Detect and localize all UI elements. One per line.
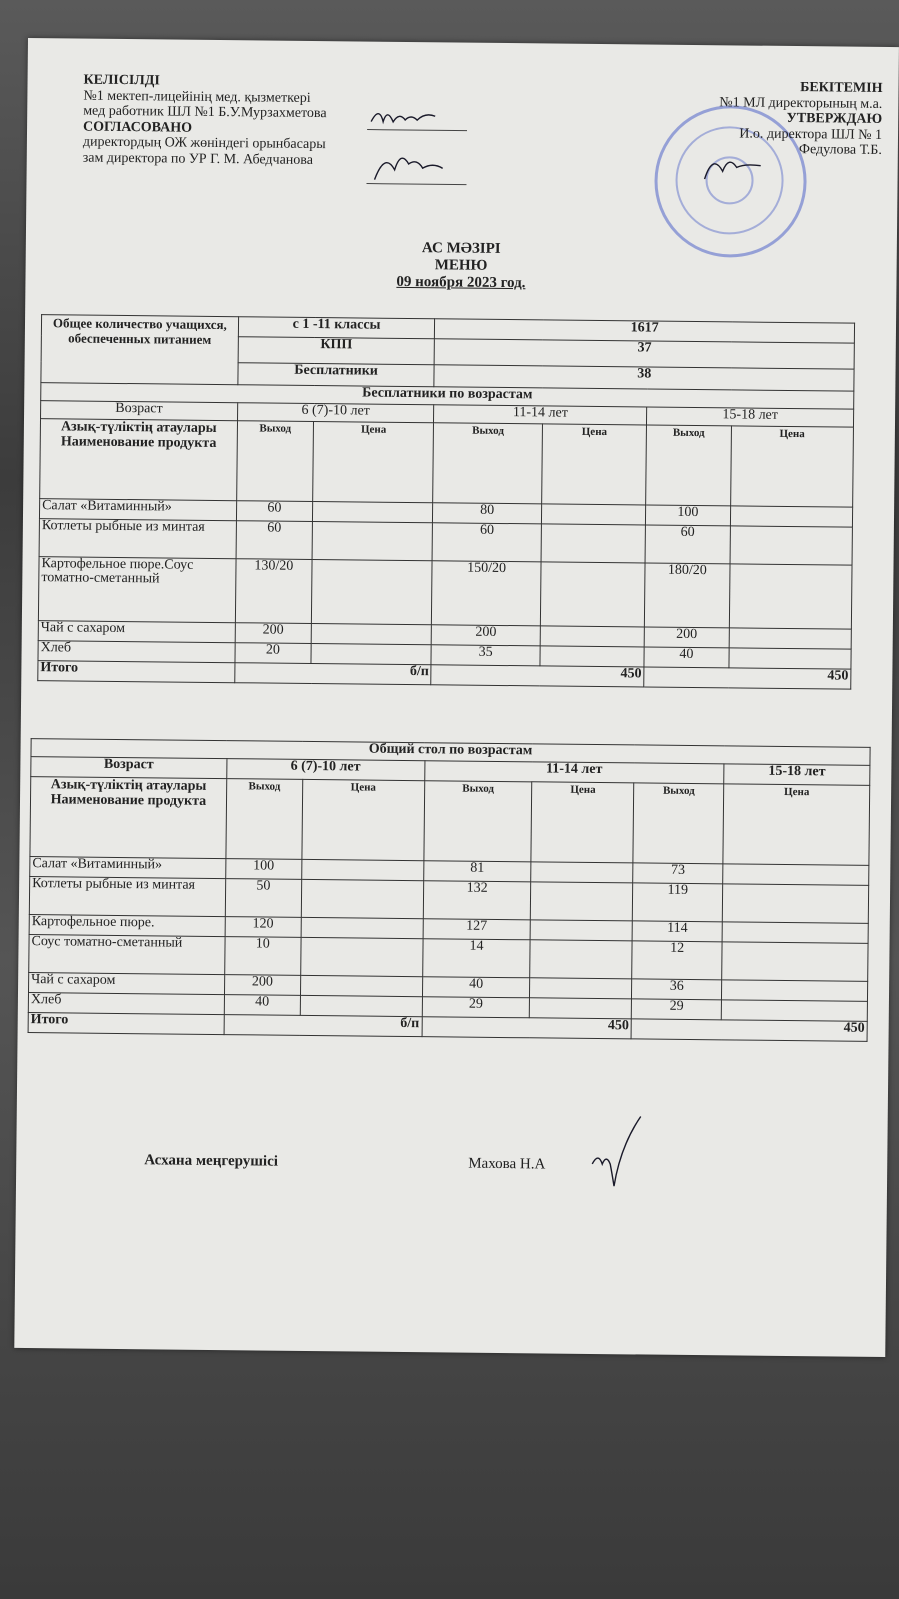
approval-left-line2: мед работник ШЛ №1 Б.У.Мурзахметова	[83, 103, 327, 122]
col-price: Цена	[723, 784, 870, 866]
approved-ru-left: СОГЛАСОВАНО	[82, 119, 193, 136]
product-name: Хлеб	[28, 993, 224, 1015]
footer-name: Махова Н.А	[468, 1155, 546, 1173]
total-value: б/п	[224, 1015, 422, 1037]
total-value: 450	[644, 667, 851, 689]
output-value: 35	[431, 645, 540, 666]
approval-right-line2: И.о. директора ШЛ № 1	[739, 125, 883, 143]
table-caption: Общий стол по возрастам	[31, 739, 870, 766]
product-header: Азық-түліктің атаулары Наименование продукта	[40, 419, 238, 501]
signature-director	[698, 149, 768, 190]
output-value: 10	[225, 937, 301, 976]
signature-head	[586, 1114, 647, 1195]
output-value: 200	[235, 623, 311, 644]
output-value: 180/20	[645, 563, 730, 628]
table-caption: Бесплатники по возрастам	[41, 383, 854, 410]
approval-left	[83, 73, 327, 169]
col-output: Выход	[646, 425, 731, 506]
approval-left-line1: №1 мектеп-лицейінің мед. қызметкері	[83, 88, 311, 106]
approval-right	[719, 79, 883, 158]
product-name: Чай с сахаром	[38, 621, 235, 643]
approved-kz-left: КЕЛІСІЛДІ	[83, 72, 160, 89]
output-value: 20	[235, 643, 311, 664]
product-name: Картофельное пюре.	[29, 915, 225, 937]
col-output: Выход	[433, 423, 542, 504]
total-label: Итого	[28, 1013, 224, 1035]
summary-row-value: 37	[435, 339, 855, 369]
general-table	[28, 738, 871, 1042]
approved-kz-right: БЕКІТЕМІН	[800, 80, 883, 96]
menu-date: 09 ноября 2023 год.	[396, 273, 526, 292]
output-value: 150/20	[432, 561, 541, 626]
signature-deputy	[366, 150, 466, 191]
col-output: Выход	[423, 781, 532, 862]
approval-right-line1: №1 МЛ директорының м.а.	[719, 94, 883, 112]
output-value: 40	[644, 647, 729, 668]
output-value: 50	[225, 879, 301, 918]
output-value: 132	[423, 881, 531, 920]
output-value: 60	[432, 523, 541, 562]
output-value: 200	[644, 627, 729, 648]
table-row	[38, 557, 852, 630]
summary-row-name: Бесплатники	[238, 363, 435, 387]
output-value: 14	[422, 939, 530, 978]
total-value: б/п	[234, 663, 431, 685]
age-group: 6 (7)-10 лет	[237, 403, 434, 423]
total-value: 450	[431, 665, 644, 687]
menu-title	[25, 236, 896, 296]
col-output: Выход	[236, 421, 313, 502]
total-label: Итого	[38, 661, 235, 683]
document-page	[14, 38, 899, 1357]
signature-nurse	[367, 100, 467, 137]
output-value: 29	[632, 999, 722, 1020]
col-price: Цена	[531, 782, 634, 863]
output-value: 12	[632, 941, 722, 980]
output-value: 36	[632, 979, 722, 1000]
output-value: 100	[646, 505, 731, 526]
output-value: 60	[236, 501, 312, 522]
total-value: 450	[631, 1019, 867, 1041]
product-name: Салат «Витаминный»	[39, 499, 236, 521]
age-group: 6 (7)-10 лет	[227, 759, 425, 781]
approval-left-line3: директордың ОЖ жөніндегі орынбасары	[82, 134, 326, 153]
output-value: 120	[225, 917, 301, 938]
output-value: 40	[224, 995, 300, 1016]
col-price: Цена	[313, 422, 434, 503]
output-value: 29	[422, 997, 530, 1018]
free-meals-table	[37, 314, 855, 690]
age-group: 11-14 лет	[424, 761, 724, 784]
product-name: Хлеб	[38, 641, 235, 663]
product-name: Салат «Витаминный»	[30, 857, 226, 879]
output-value: 200	[432, 625, 541, 646]
approved-ru-right: УТВЕРЖДАЮ	[786, 110, 883, 127]
title-ru: МЕНЮ	[434, 257, 488, 274]
summary-row-name: КПП	[238, 337, 435, 365]
col-output: Выход	[633, 783, 724, 864]
output-value: 73	[633, 863, 723, 884]
summary-row-value: 38	[434, 365, 854, 391]
summary-row-name: с 1 -11 классы	[238, 317, 435, 339]
output-value: 60	[645, 525, 730, 564]
age-group: 11-14 лет	[434, 405, 647, 425]
product-header: Азық-түліктің атаулары Наименование продукта	[30, 777, 227, 859]
col-price: Цена	[730, 426, 853, 507]
output-value: 119	[633, 883, 723, 922]
product-name: Котлеты рыбные из минтая	[29, 877, 225, 917]
total-value: 450	[422, 1017, 632, 1039]
output-value: 80	[433, 503, 542, 524]
col-price: Цена	[541, 424, 646, 505]
output-value: 100	[226, 859, 302, 880]
age-group: 15-18 лет	[724, 764, 870, 786]
approval-left-line4: зам директора по УР Г. М. Абедчанова	[82, 150, 314, 168]
title-kz: АС МӘЗІРІ	[421, 240, 501, 257]
age-label: Возраст	[41, 401, 238, 421]
summary-row-value: 1617	[435, 319, 855, 343]
output-value: 60	[236, 521, 313, 560]
product-name: Чай с сахаром	[29, 973, 225, 995]
output-value: 200	[224, 975, 300, 996]
output-value: 130/20	[235, 559, 312, 624]
footer-role: Асхана меңгерушісі	[144, 1152, 279, 1170]
age-label: Возраст	[31, 757, 227, 779]
approval-right-line3: Федулова Т.Б.	[798, 142, 882, 158]
output-value: 40	[422, 977, 530, 998]
product-name: Картофельное пюре.Соус томатно-сметанный	[38, 557, 235, 623]
age-group: 15-18 лет	[647, 407, 854, 427]
summary-label: Общее количество учащихся, обеспеченных питанием	[41, 315, 238, 385]
col-price: Цена	[302, 779, 425, 860]
output-value: 127	[423, 919, 531, 940]
product-name: Котлеты рыбные из минтая	[39, 519, 236, 559]
output-value: 81	[423, 861, 531, 882]
product-name: Соус томатно-сметанный	[29, 935, 225, 975]
col-output: Выход	[226, 779, 303, 860]
output-value: 114	[632, 921, 722, 942]
